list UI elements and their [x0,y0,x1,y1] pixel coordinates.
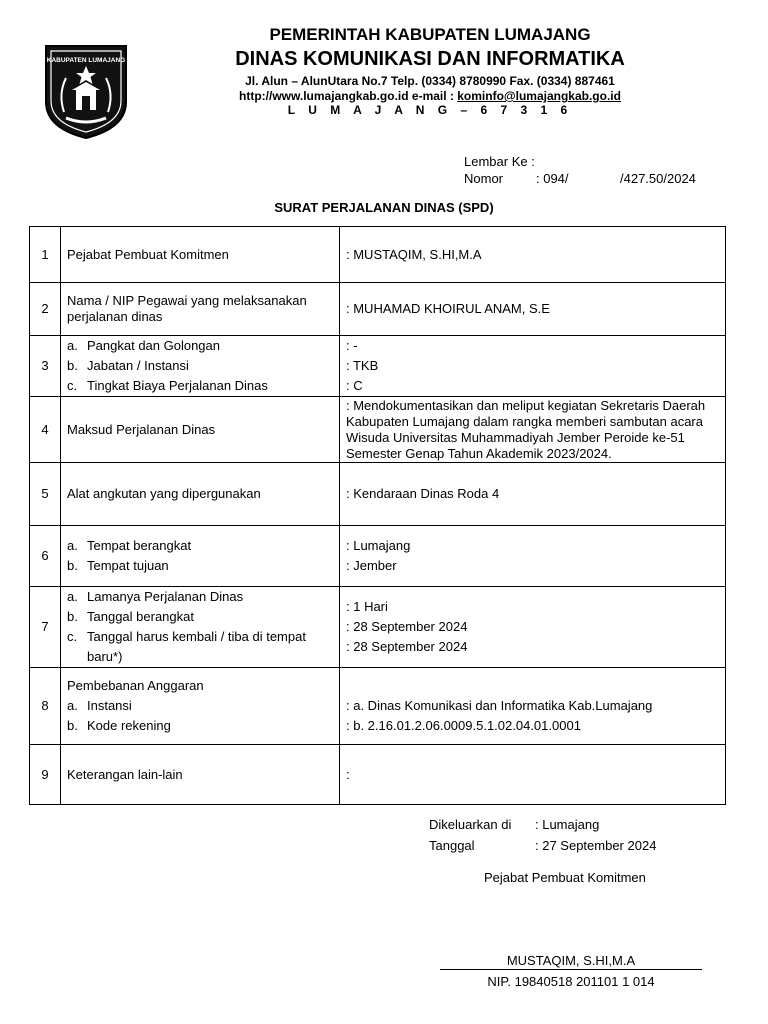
row-label: Pejabat Pembuat Komitmen [61,227,340,283]
list-item: a. Lamanya Perjalanan Dinas [67,589,244,604]
agency-name: DINAS KOMUNIKASI DAN INFORMATIKA [235,48,625,70]
table-row [30,336,726,397]
row-value: : MUSTAQIM, S.HI,M.A [340,227,726,283]
issued-block [429,814,656,856]
issued-place-label: Dikeluarkan di [429,817,512,832]
row-value: : Mendokumentasikan dan meliput kegiatan Sekretaris Daerah Kabupaten Lumajang dalam rangka memberi sambutan acara Wisuda Universitas Muhammadiyah Jember Peroide ke-51 Semester Genap Tahun Akademik 2023/2024. [340,397,726,463]
document-title: SURAT PERJALANAN DINAS (SPD) [274,200,494,215]
signatory-nip: NIP. 19840518 201101 1 014 [487,974,655,989]
list-item: b. Kode rekening [67,718,171,733]
lembar-value: : [531,154,535,169]
issued-date-label: Tanggal [429,838,475,853]
row-label: Maksud Perjalanan Dinas [61,397,340,463]
nomor-value-prefix: : 094/ [536,171,569,186]
row-number: 4 [30,397,61,463]
letterhead [140,24,720,118]
list-item: b. Jabatan / Instansi [67,358,189,373]
row-label [61,587,340,668]
lembar-label: Lembar Ke [464,154,528,169]
government-name: PEMERINTAH KABUPATEN LUMAJANG [269,25,591,44]
agency-city: L U M A J A N G – 6 7 3 1 6 [287,103,573,117]
nomor-label: Nomor [464,171,504,186]
row-value: : 1 Hari : 28 September 2024 : 28 September 2024 [340,587,726,668]
nomor-value-suffix: /427.50/2024 [620,171,696,186]
signatory-name: MUSTAQIM, S.HI,M.A [440,953,702,970]
list-item: a. Tempat berangkat [67,538,192,553]
agency-web-email [140,89,720,103]
row-number: 9 [30,745,61,805]
row-number: 6 [30,526,61,587]
reference-block [464,153,696,187]
issued-place-value: : Lumajang [535,817,600,832]
table-row [30,283,726,336]
row-number: 1 [30,227,61,283]
row-number: 7 [30,587,61,668]
row-label: Keterangan lain-lain [61,745,340,805]
list-item: a. Pangkat dan Golongan [67,338,220,353]
signatory-title: Pejabat Pembuat Komitmen [484,870,646,885]
row-label: Nama / NIP Pegawai yang melaksanakan perjalanan dinas [61,283,340,336]
row-label: Alat angkutan yang dipergunakan [61,463,340,526]
list-item: b. Tempat tujuan [67,558,169,573]
spd-table [29,226,726,805]
agency-address: Jl. Alun – AlunUtara No.7 Telp. (0334) 8780990 Fax. (0334) 887461 [245,74,615,88]
row-number: 5 [30,463,61,526]
table-row [30,227,726,283]
row-value: : MUHAMAD KHOIRUL ANAM, S.E [340,283,726,336]
table-row [30,745,726,805]
row-number: 2 [30,283,61,336]
website-text: http://www.lumajangkab.go.id e-mail : [239,89,458,103]
svg-text:KABUPATEN LUMAJANG: KABUPATEN LUMAJANG [46,57,126,64]
email-link[interactable]: kominfo@lumajangkab.go.id [457,89,621,103]
budget-heading: Pembebanan Anggaran [67,678,204,693]
row-label [61,526,340,587]
table-row [30,463,726,526]
row-number: 8 [30,668,61,745]
list-item: a. Instansi [67,698,132,713]
row-number: 3 [30,336,61,397]
list-item: c. Tanggal harus kembali / tiba di tempat baru*) [67,629,306,664]
table-row [30,668,726,745]
list-item: c. Tingkat Biaya Perjalanan Dinas [67,378,268,393]
row-value: : - : TKB : C [340,336,726,397]
table-row [30,397,726,463]
lumajang-regency-emblem-icon [42,42,130,140]
table-row [30,526,726,587]
row-value: : [340,745,726,805]
issued-date-value: : 27 September 2024 [535,838,657,853]
row-value: : Kendaraan Dinas Roda 4 [340,463,726,526]
row-value: : Lumajang : Jember [340,526,726,587]
row-value: : a. Dinas Komunikasi dan Informatika Kab.Lumajang : b. 2.16.01.2.06.0009.5.1.02.04.01.0001 [340,668,726,745]
table-row [30,587,726,668]
list-item: b. Tanggal berangkat [67,609,194,624]
row-label [61,336,340,397]
row-label [61,668,340,745]
